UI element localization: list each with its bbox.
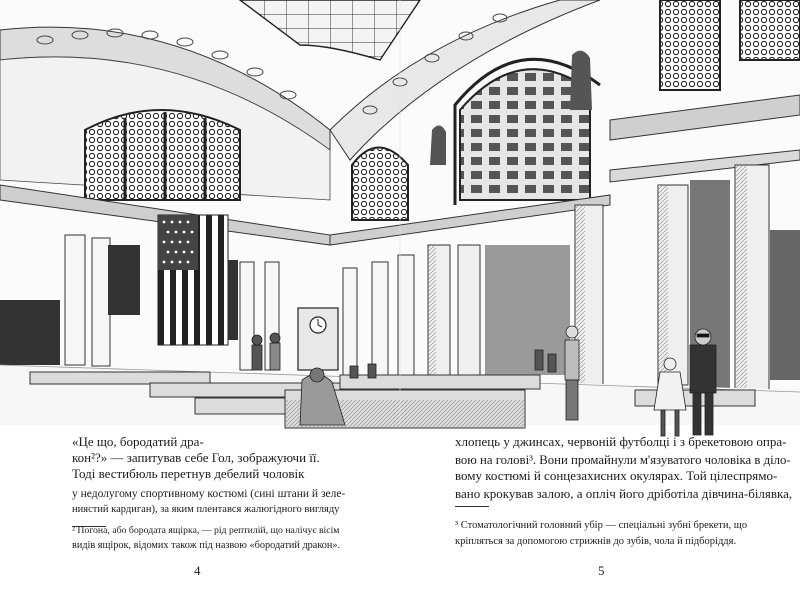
right-footnote-rule (455, 506, 489, 507)
right-text-line-4: вано крокував залою, а опліч його дріботіла дівчина-білявка, (455, 486, 793, 501)
left-text-line-5: ниястий кардиган), за яким плентався жалюгідного вигляду (72, 504, 340, 515)
page-number-right: 5 (598, 563, 605, 578)
right-text-line-3: вому костюмі й сонцезахисних окулярах. Той цілеспрямо- (455, 468, 778, 483)
left-footnote-line-2: видів ящірок, відомих також під назвою «бородатий дракон». (72, 540, 341, 551)
page-number-left: 4 (194, 563, 201, 578)
left-text-line-2: кон²?» — запитував себе Гол, зображуючи її. (72, 450, 320, 465)
right-text-line-2: вою на голові³. Вони промайнули м'язуватого чоловіка в діло- (455, 453, 791, 467)
left-footnote-line-1: ² Погона, або бородата ящірка, — рід рептилій, що налічує вісім (72, 525, 340, 536)
right-text-line-1: хлопець у джинсах, червоній футболці і з брекетовою опра- (455, 434, 787, 449)
left-text-line-4: у недолугому спортивному костюмі (сині штани й зеле- (72, 488, 346, 500)
left-text-line-1: «Це що, бородатий дра- (72, 434, 204, 449)
right-footnote-line-2: кріпляться за допомогою стрижнів до зубів, чола й підборіддя. (455, 536, 737, 547)
left-text-line-3: Тоді вестибюль перетнув дебелий чоловік (72, 466, 305, 481)
us-flag (158, 215, 228, 345)
right-footnote-line-1: ³ Стоматологічний головний убір — спеціальні зубні брекети, що (455, 520, 748, 531)
clock-kiosk (298, 308, 338, 370)
